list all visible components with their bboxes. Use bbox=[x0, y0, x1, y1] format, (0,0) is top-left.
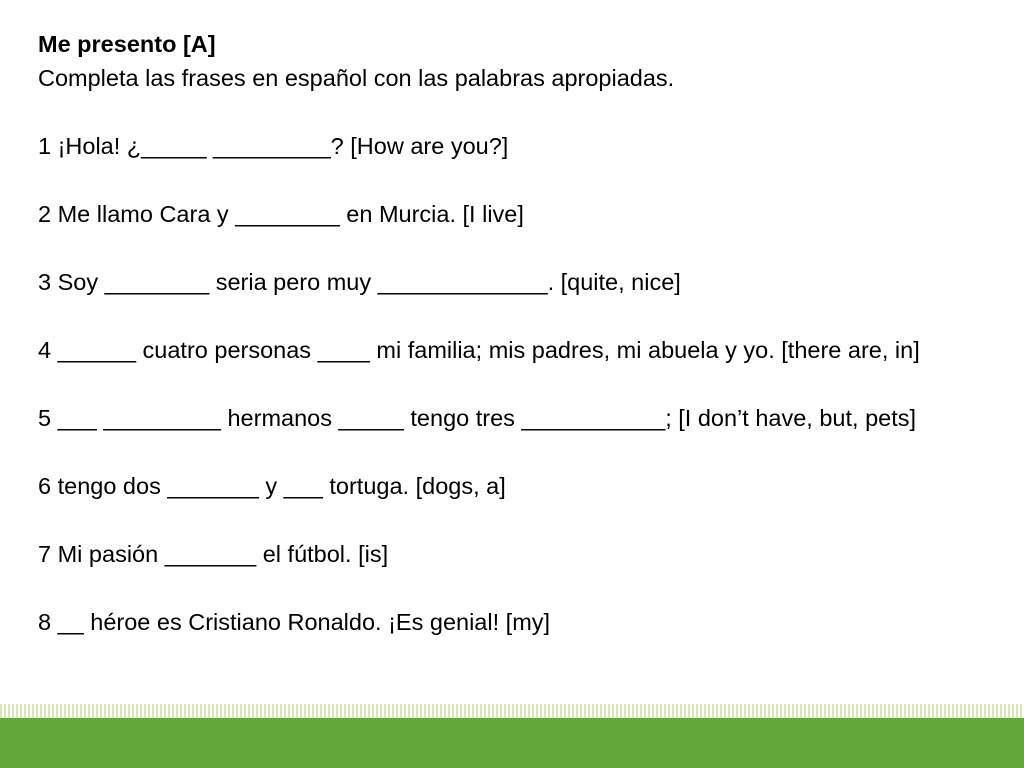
worksheet-content bbox=[38, 27, 998, 639]
exercise-item-3: 3 Soy ________ seria pero muy _____________. [quite, nice] bbox=[38, 269, 681, 295]
exercise-item-6: 6 tengo dos _______ y ___ tortuga. [dogs, a] bbox=[38, 473, 506, 499]
exercise-item-5: 5 ___ _________ hermanos _____ tengo tres ___________; [I don’t have, but, pets] bbox=[38, 405, 917, 431]
exercise-item-1: 1 ¡Hola! ¿_____ _________? [How are you?] bbox=[38, 133, 509, 159]
worksheet-instructions: Completa las frases en español con las palabras apropiadas. bbox=[38, 65, 675, 91]
exercise-item-2: 2 Me llamo Cara y ________ en Murcia. [I live] bbox=[38, 201, 524, 227]
worksheet-title: Me presento [A] bbox=[38, 31, 216, 57]
exercise-item-7: 7 Mi pasión _______ el fútbol. [is] bbox=[38, 541, 389, 567]
footer-stripe-divider bbox=[0, 704, 1024, 718]
footer-band bbox=[0, 718, 1024, 768]
exercise-item-4: 4 ______ cuatro personas ____ mi familia; mis padres, mi abuela y yo. [there are, in] bbox=[38, 337, 920, 363]
exercise-item-8: 8 __ héroe es Cristiano Ronaldo. ¡Es genial! [my] bbox=[38, 609, 551, 635]
